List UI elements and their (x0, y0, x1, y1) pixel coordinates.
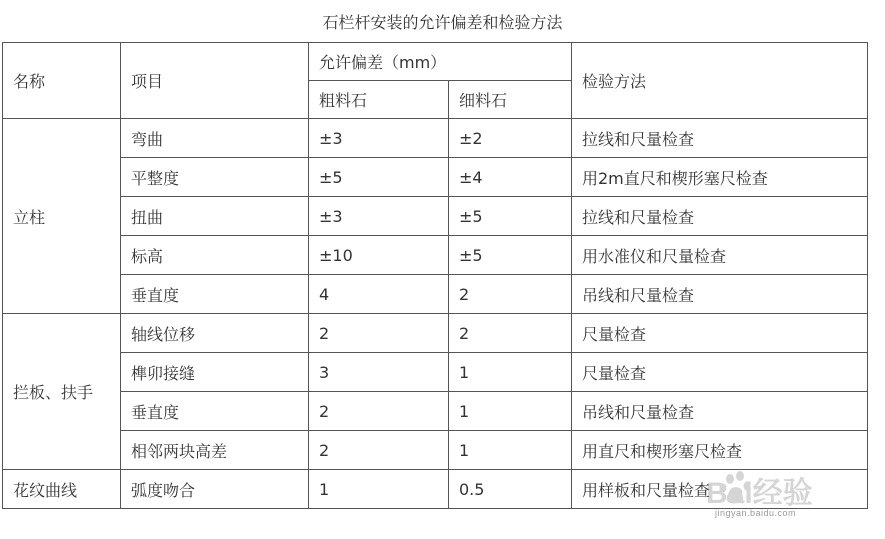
group-name: 立柱 (3, 119, 121, 314)
cell-method: 吊线和尺量检查 (572, 275, 868, 314)
table-row (3, 314, 868, 353)
cell-method: 拉线和尺量检查 (572, 119, 868, 158)
cell-coarse: 2 (309, 392, 449, 431)
header-method: 检验方法 (572, 43, 868, 119)
header-item: 项目 (121, 43, 309, 119)
table-row (3, 431, 868, 470)
cell-item: 标高 (121, 236, 309, 275)
cell-fine: 1 (449, 353, 572, 392)
cell-fine: 1 (449, 431, 572, 470)
cell-item: 扭曲 (121, 197, 309, 236)
cell-item: 弧度吻合 (121, 470, 309, 509)
cell-item: 平整度 (121, 158, 309, 197)
cell-coarse: 2 (309, 431, 449, 470)
watermark-url: jingyan.baidu.com (715, 508, 797, 518)
cell-fine: 2 (449, 314, 572, 353)
cell-item: 相邻两块高差 (121, 431, 309, 470)
cell-method: 用2m直尺和楔形塞尺检查 (572, 158, 868, 197)
cell-item: 弯曲 (121, 119, 309, 158)
table-row (3, 236, 868, 275)
table-row (3, 470, 868, 509)
cell-fine: 2 (449, 275, 572, 314)
cell-coarse: ±3 (309, 197, 449, 236)
group-name: 拦板、扶手 (3, 314, 121, 470)
cell-method: 拉线和尺量检查 (572, 197, 868, 236)
table-row (3, 392, 868, 431)
table-row (3, 119, 868, 158)
table-caption: 石栏杆安装的允许偏差和检验方法 (322, 13, 563, 32)
cell-fine: 1 (449, 392, 572, 431)
cell-coarse: 4 (309, 275, 449, 314)
cell-method: 用直尺和楔形塞尺检查 (572, 431, 868, 470)
cell-coarse: 3 (309, 353, 449, 392)
group-name: 花纹曲线 (3, 470, 121, 509)
cell-fine: ±5 (449, 197, 572, 236)
cell-item: 榫卯接缝 (121, 353, 309, 392)
header-deviation: 允许偏差（mm） (309, 43, 572, 81)
cell-coarse: 1 (309, 470, 449, 509)
cell-method: 用水准仪和尺量检查 (572, 236, 868, 275)
header-coarse: 粗料石 (309, 81, 449, 119)
watermark-brand: Bai经验 (706, 477, 813, 510)
header-row (3, 43, 868, 81)
cell-item: 垂直度 (121, 275, 309, 314)
cell-coarse: 2 (309, 314, 449, 353)
cell-item: 垂直度 (121, 392, 309, 431)
table-row (3, 197, 868, 236)
table-row (3, 275, 868, 314)
cell-coarse: ±10 (309, 236, 449, 275)
header-name: 名称 (3, 43, 121, 119)
cell-method: 吊线和尺量检查 (572, 392, 868, 431)
header-fine: 细料石 (449, 81, 572, 119)
cell-fine: ±2 (449, 119, 572, 158)
cell-method: 用样板和尺量检查 (572, 470, 868, 509)
cell-method: 尺量检查 (572, 314, 868, 353)
cell-item: 轴线位移 (121, 314, 309, 353)
cell-coarse: ±3 (309, 119, 449, 158)
cell-coarse: ±5 (309, 158, 449, 197)
cell-method: 尺量检查 (572, 353, 868, 392)
deviation-table (2, 42, 868, 509)
table-row (3, 158, 868, 197)
cell-fine: ±5 (449, 236, 572, 275)
table-row (3, 353, 868, 392)
cell-fine: 0.5 (449, 470, 572, 509)
cell-fine: ±4 (449, 158, 572, 197)
